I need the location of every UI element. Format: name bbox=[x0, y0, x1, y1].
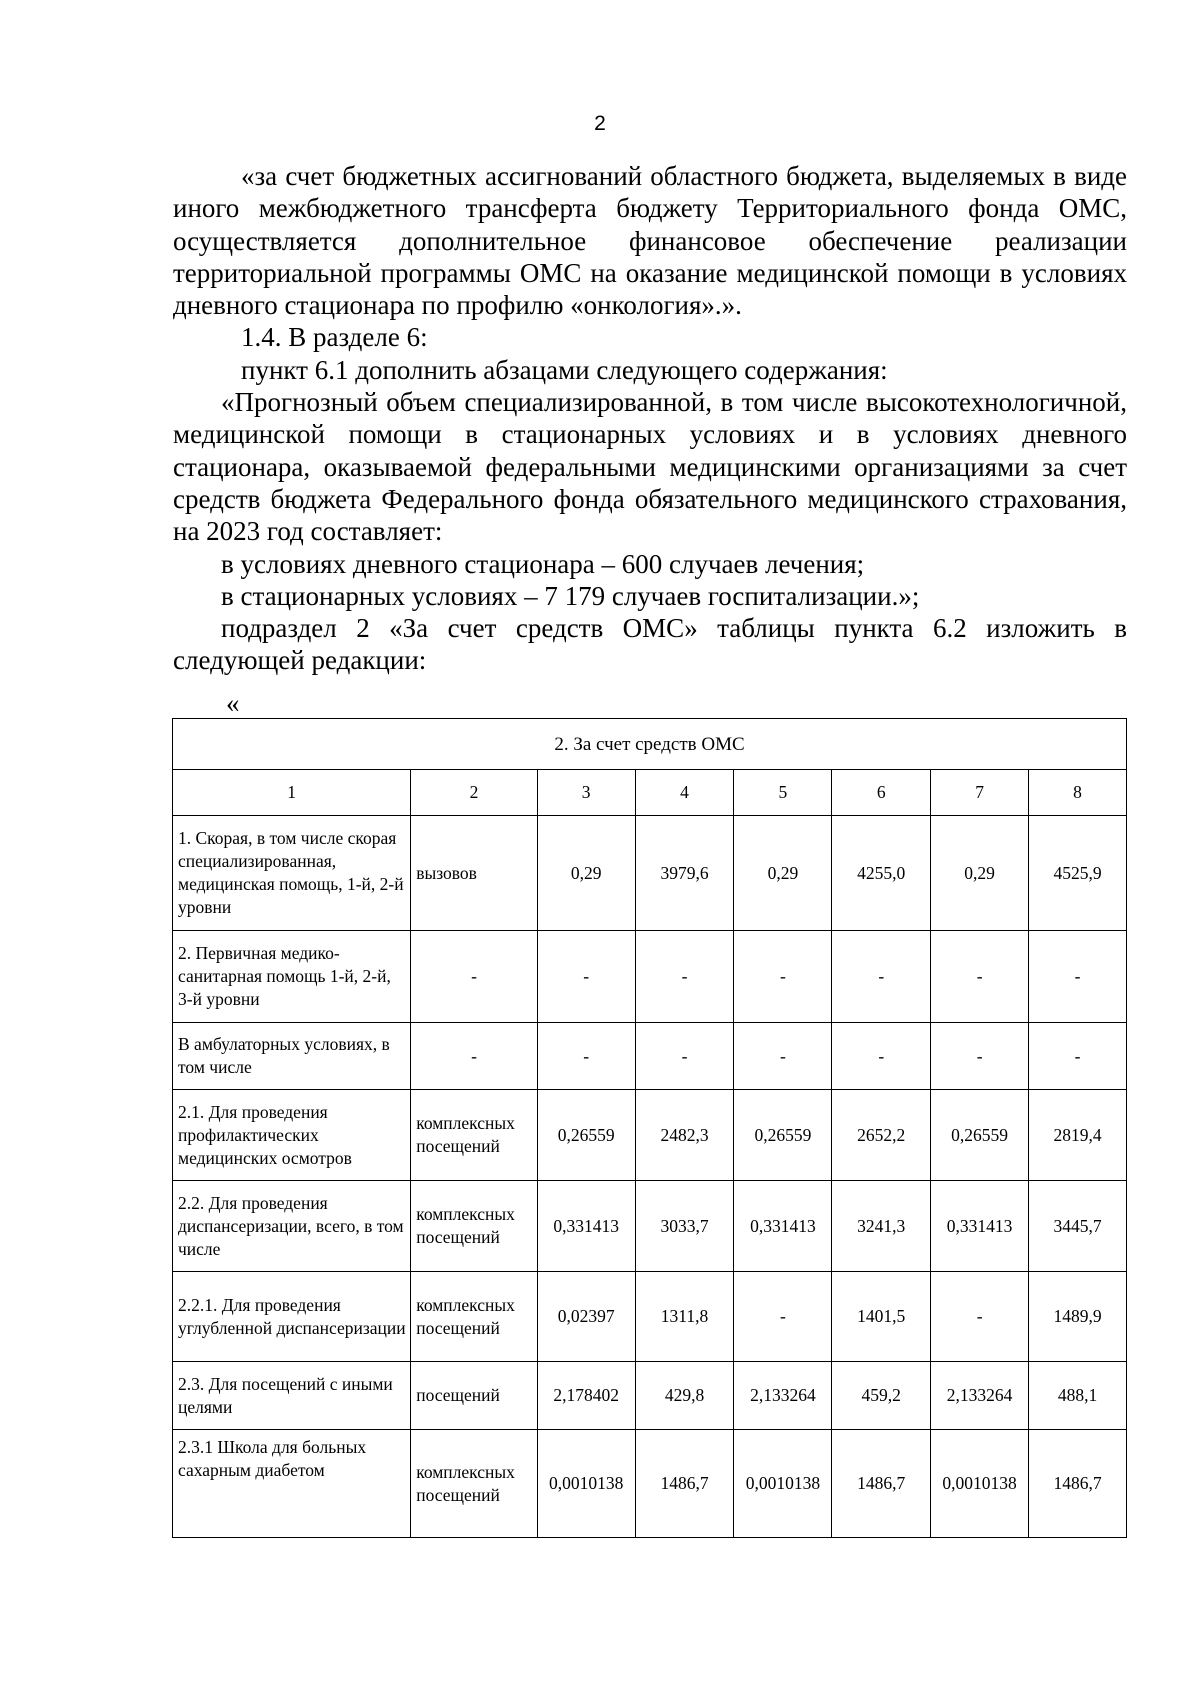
row-unit: - bbox=[411, 1023, 538, 1090]
table-row bbox=[173, 1362, 1127, 1430]
oms-table bbox=[172, 718, 1127, 1538]
cell-value: 0,29 bbox=[931, 816, 1029, 931]
paragraph-point-6-1: пункт 6.1 дополнить абзацами следующего содержания: bbox=[241, 354, 888, 385]
cell-value: 1486,7 bbox=[635, 1430, 734, 1538]
cell-value: 2819,4 bbox=[1029, 1090, 1127, 1181]
cell-value: - bbox=[734, 1023, 832, 1090]
cell-value: - bbox=[734, 1272, 832, 1362]
row-label: 2.3.1 Школа для больных сахарным диабетом bbox=[173, 1430, 411, 1538]
row-label: В амбулаторных условиях, в том числе bbox=[173, 1023, 411, 1090]
row-unit: посещений bbox=[411, 1362, 538, 1430]
column-number: 2 bbox=[411, 770, 538, 816]
cell-value: - bbox=[931, 931, 1029, 1023]
table-row bbox=[173, 1272, 1127, 1362]
paragraph-section-6: 1.4. В разделе 6: bbox=[241, 322, 428, 353]
cell-value: 0,02397 bbox=[537, 1272, 635, 1362]
row-label: 2. Первичная медико-санитарная помощь 1-й, 2-й, 3-й уровни bbox=[173, 931, 411, 1023]
cell-value: - bbox=[635, 931, 734, 1023]
column-number: 3 bbox=[537, 770, 635, 816]
cell-value: 0,331413 bbox=[734, 1181, 832, 1272]
paragraph-inpatient: в стационарных условиях – 7 179 случаев госпитализации.»; bbox=[221, 580, 920, 611]
cell-value: 459,2 bbox=[832, 1362, 931, 1430]
cell-value: 2,133264 bbox=[734, 1362, 832, 1430]
cell-value: 2,133264 bbox=[931, 1362, 1029, 1430]
cell-value: 2,178402 bbox=[537, 1362, 635, 1430]
column-number: 1 bbox=[173, 770, 411, 816]
cell-value: - bbox=[832, 1023, 931, 1090]
cell-value: 2652,2 bbox=[832, 1090, 931, 1181]
table-row bbox=[173, 931, 1127, 1023]
cell-value: 2482,3 bbox=[635, 1090, 734, 1181]
column-number: 8 bbox=[1029, 770, 1127, 816]
cell-value: 0,331413 bbox=[537, 1181, 635, 1272]
cell-value: 0,0010138 bbox=[537, 1430, 635, 1538]
cell-value: 488,1 bbox=[1029, 1362, 1127, 1430]
cell-value: 0,29 bbox=[734, 816, 832, 931]
table-title: 2. За счет средств ОМС bbox=[173, 719, 1127, 770]
row-label: 2.2. Для проведения диспансеризации, всего, в том числе bbox=[173, 1181, 411, 1272]
cell-value: 1486,7 bbox=[832, 1430, 931, 1538]
table-row bbox=[173, 816, 1127, 931]
column-number: 5 bbox=[734, 770, 832, 816]
row-unit: вызовов bbox=[411, 816, 538, 931]
row-unit: комплексных посещений bbox=[411, 1430, 538, 1538]
row-unit: комплексных посещений bbox=[411, 1272, 538, 1362]
cell-value: 0,331413 bbox=[931, 1181, 1029, 1272]
cell-value: 3241,3 bbox=[832, 1181, 931, 1272]
paragraph-day-hospital: в условиях дневного стационара – 600 случаев лечения; bbox=[221, 548, 865, 579]
table-row bbox=[173, 1090, 1127, 1181]
column-number: 7 bbox=[931, 770, 1029, 816]
row-unit: комплексных посещений bbox=[411, 1090, 538, 1181]
cell-value: - bbox=[635, 1023, 734, 1090]
cell-value: - bbox=[832, 931, 931, 1023]
cell-value: - bbox=[537, 1023, 635, 1090]
cell-value: - bbox=[734, 931, 832, 1023]
table-row bbox=[173, 1181, 1127, 1272]
cell-value: 3979,6 bbox=[635, 816, 734, 931]
row-unit: - bbox=[411, 931, 538, 1023]
paragraph-subsection-2: подраздел 2 «За счет средств ОМС» таблицы пункта 6.2 изложить в следующей редакции: bbox=[173, 613, 1127, 676]
table-row bbox=[173, 1023, 1127, 1090]
cell-value: 3033,7 bbox=[635, 1181, 734, 1272]
cell-value: 0,0010138 bbox=[734, 1430, 832, 1538]
cell-value: 0,29 bbox=[537, 816, 635, 931]
cell-value: - bbox=[537, 931, 635, 1023]
cell-value: 1311,8 bbox=[635, 1272, 734, 1362]
document-body bbox=[173, 160, 1127, 677]
cell-value: 4255,0 bbox=[832, 816, 931, 931]
cell-value: - bbox=[1029, 931, 1127, 1023]
cell-value: 1489,9 bbox=[1029, 1272, 1127, 1362]
row-label: 2.2.1. Для проведения углубленной диспансеризации bbox=[173, 1272, 411, 1362]
column-number: 6 bbox=[832, 770, 931, 816]
row-label: 1. Скорая, в том числе скорая специализированная, медицинская помощь, 1-й, 2-й уровни bbox=[173, 816, 411, 931]
cell-value: 0,26559 bbox=[537, 1090, 635, 1181]
cell-value: 1401,5 bbox=[832, 1272, 931, 1362]
cell-value: - bbox=[1029, 1023, 1127, 1090]
row-label: 2.1. Для проведения профилактических медицинских осмотров bbox=[173, 1090, 411, 1181]
column-number: 4 bbox=[635, 770, 734, 816]
cell-value: 1486,7 bbox=[1029, 1430, 1127, 1538]
open-quote-mark: « bbox=[226, 688, 240, 718]
paragraph-financing: «за счет бюджетных ассигнований областного бюджета, выделяемых в виде иного межбюджетного трансферта бюджету Территориального фонда ОМС, осуществляется дополнительное финансовое обеспечение реализации территориальной программы ОМС на оказание медицинской помощи в условиях дневного стационара по профилю «онкология».». bbox=[173, 161, 1127, 321]
table-title-row bbox=[173, 719, 1127, 770]
row-unit: комплексных посещений bbox=[411, 1181, 538, 1272]
cell-value: - bbox=[931, 1023, 1029, 1090]
cell-value: 429,8 bbox=[635, 1362, 734, 1430]
table-row bbox=[173, 1430, 1127, 1538]
cell-value: 3445,7 bbox=[1029, 1181, 1127, 1272]
table-column-numbers-row bbox=[173, 770, 1127, 816]
cell-value: - bbox=[931, 1272, 1029, 1362]
paragraph-forecast-volume: «Прогнозный объем специализированной, в том числе высокотехнологичной, медицинской помощи в стационарных условиях и в условиях дневного стационара, оказываемой федеральными медицинскими организациями за счет средств бюджета Федерального фонда обязательного медицинского страхования, на 2023 год составляет: bbox=[173, 387, 1127, 547]
page-number: 2 bbox=[594, 112, 606, 135]
row-label: 2.3. Для посещений с иными целями bbox=[173, 1362, 411, 1430]
cell-value: 4525,9 bbox=[1029, 816, 1127, 931]
cell-value: 0,0010138 bbox=[931, 1430, 1029, 1538]
cell-value: 0,26559 bbox=[734, 1090, 832, 1181]
cell-value: 0,26559 bbox=[931, 1090, 1029, 1181]
